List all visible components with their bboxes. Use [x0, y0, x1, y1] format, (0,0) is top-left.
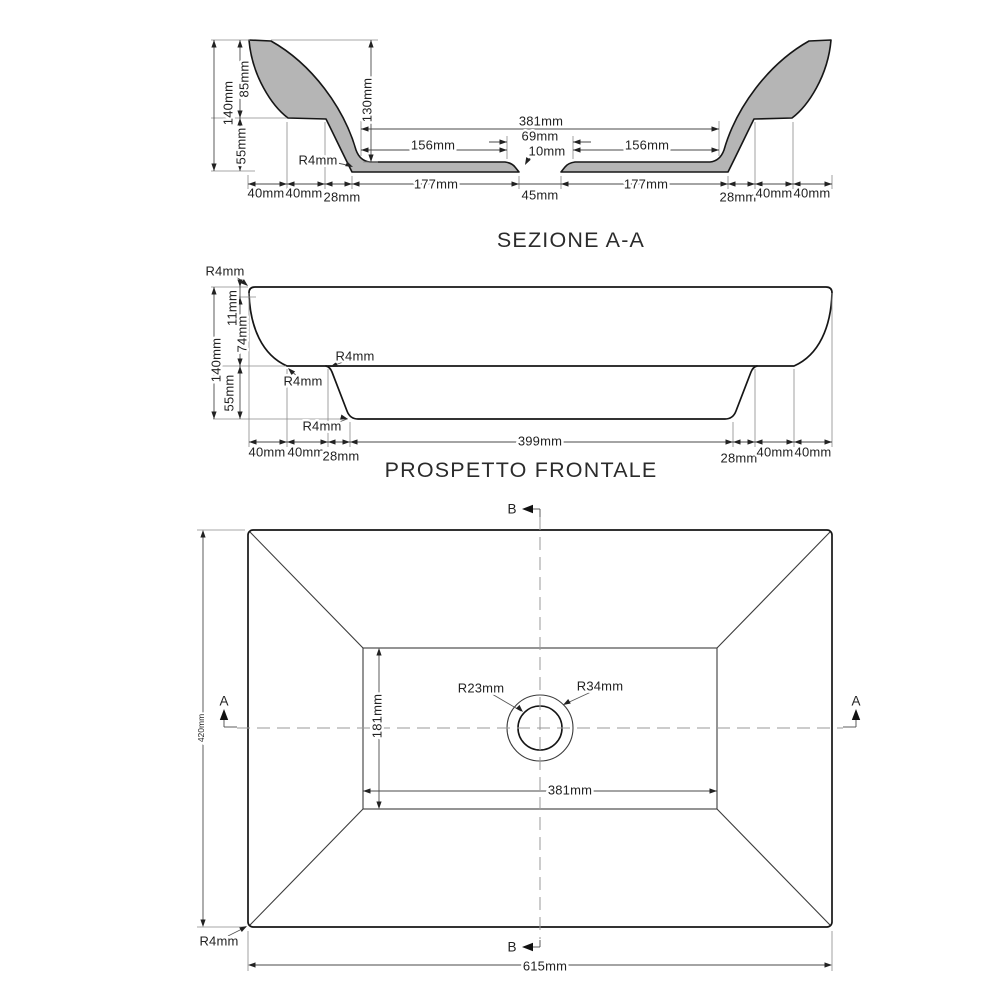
plan-center-lines: [237, 517, 843, 939]
dim-label: 28mm: [719, 189, 757, 205]
plan-extension-lines: [197, 530, 832, 971]
dim-label: 40mm: [756, 444, 794, 460]
plan-arrowheads: [200, 530, 832, 968]
dim-label: R4mm: [199, 933, 239, 949]
dim-label: 55mm: [233, 127, 249, 165]
front-labels: [205, 264, 831, 466]
dim-label: R4mm: [298, 152, 338, 168]
dim-label: 28mm: [322, 448, 360, 464]
section-b-arrow-top: [522, 505, 533, 513]
dim-label: 181mm: [369, 693, 385, 739]
section-marker-label: B: [507, 501, 517, 517]
section-marker-label: A: [219, 693, 229, 709]
section-left-wall: [249, 40, 519, 172]
dim-label: 40mm: [794, 444, 832, 460]
front-view: [205, 264, 832, 483]
dim-label: 140mm: [220, 80, 236, 126]
plan-labels: [196, 502, 861, 974]
dim-label: 40mm: [285, 185, 323, 201]
dim-label: 40mm: [247, 185, 285, 201]
dim-label: 40mm: [755, 185, 793, 201]
dim-label: R4mm: [283, 373, 323, 389]
dim-label: 40mm: [793, 185, 831, 201]
dim-label: 130mm: [359, 77, 375, 123]
dim-label: 85mm: [236, 60, 252, 98]
section-a-arrow-right: [852, 709, 860, 720]
dim-label: R4mm: [302, 418, 342, 434]
dim-label: 45mm: [521, 187, 559, 203]
section-view: [211, 40, 832, 252]
dim-label: 55mm: [221, 374, 237, 412]
dim-label: 28mm: [720, 450, 758, 466]
dim-label: 420mm: [196, 713, 206, 743]
dim-label: 399mm: [517, 433, 563, 449]
plan-dimension-lines: [203, 532, 830, 965]
section-title: SEZIONE A-A: [496, 228, 646, 252]
dim-label: 140mm: [208, 337, 224, 383]
section-right-wall: [561, 40, 831, 172]
front-basin-bottom: [326, 366, 757, 419]
dim-label: 40mm: [287, 444, 325, 460]
dim-label: 381mm: [518, 113, 564, 129]
section-a-arrow-left: [220, 709, 228, 720]
section-marker-label: A: [851, 693, 861, 709]
dim-label: R4mm: [335, 348, 375, 364]
section-b-arrow-bottom: [522, 943, 533, 951]
dim-label: 40mm: [248, 444, 286, 460]
section-marker-label: B: [507, 939, 517, 955]
plan-view: [196, 502, 861, 974]
front-dimension-lines: [214, 275, 832, 442]
dim-label: R4mm: [205, 263, 245, 279]
dim-label: 156mm: [624, 137, 670, 153]
dim-label: 28mm: [323, 189, 361, 205]
dim-label: R23mm: [457, 680, 505, 696]
dim-label: 177mm: [413, 176, 459, 192]
dim-label: 11mm: [224, 290, 240, 326]
dim-label: 10mm: [528, 143, 566, 159]
dim-label: 381mm: [547, 782, 593, 798]
dim-label: 69mm: [521, 128, 559, 144]
dim-label: 74mm: [234, 315, 250, 353]
dim-label: 177mm: [623, 176, 669, 192]
front-title: PROSPETTO FRONTALE: [384, 458, 658, 482]
dim-label: R34mm: [576, 678, 624, 694]
dim-label: 615mm: [522, 958, 568, 974]
dim-label: 156mm: [410, 137, 456, 153]
